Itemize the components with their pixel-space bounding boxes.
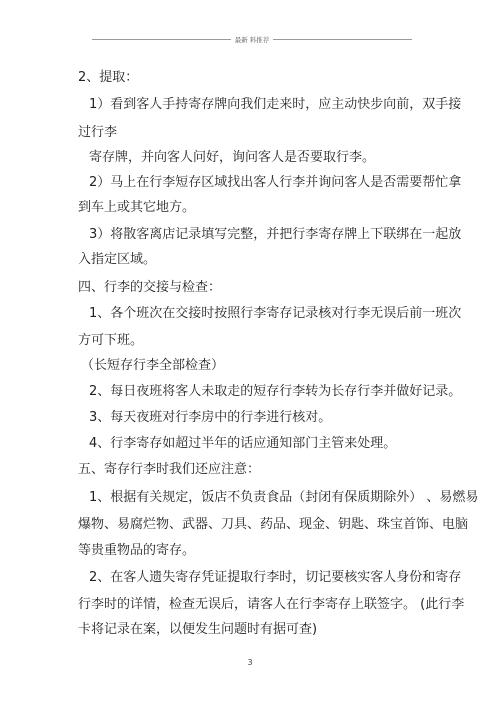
- page-header: [92, 33, 412, 45]
- paragraph-line: 卡将记录在案，以便发生问题时有据可查): [78, 622, 318, 637]
- paragraph-line: 1）看到客人手持寄存牌向我们走来时，应主动快步向前，双手接: [89, 97, 462, 112]
- paragraph-line: 过行李: [78, 125, 118, 140]
- section-heading-handover: 四、行李的交接与检查：: [78, 280, 222, 295]
- paragraph-line: 2、在客人遗失寄存凭证提取行李时，切记要核实客人身份和寄存: [89, 570, 462, 585]
- paragraph-line: （长短存行李全部检查）: [81, 358, 225, 373]
- paragraph-line: 2）马上在行李短存区域找出客人行李并询问客人是否需要帮忙拿: [89, 175, 462, 190]
- paragraph-line: 爆物、易腐烂物、武器、刀具、药品、现金、钥匙、珠宝首饰、电脑: [78, 517, 469, 532]
- paragraph-line: 2、每日夜班将客人未取走的短存行李转为长存行李并做好记录。: [89, 384, 462, 399]
- paragraph-line: 1、根据有关规定，饭店不负责食品（封闭有保质期除外） 、易燃易: [89, 490, 479, 505]
- header-rule-left: [92, 39, 231, 40]
- paragraph-line: 1、各个班次在交接时按照行李寄存记录核对行李无误后前一班次: [89, 306, 462, 321]
- paragraph-line: 3、每天夜班对行李房中的行李进行核对。: [89, 410, 332, 425]
- section-heading-notes: 五、寄存行李时我们还应注意：: [78, 462, 261, 477]
- header-text: 最新 料推荐: [234, 35, 270, 44]
- section-heading-retrieve: 2、提取：: [78, 70, 139, 85]
- paragraph-line: 到车上或其它地方。: [78, 200, 196, 215]
- paragraph-line: 寄存牌，并向客人问好，询问客人是否要取行李。: [89, 150, 376, 165]
- paragraph-line: 行李时的详情，检查无误后，请客人在行李寄存上联签字。 (此行李: [78, 597, 465, 612]
- paragraph-line: 方可下班。: [78, 333, 144, 348]
- paragraph-line: 等贵重物品的寄存。: [78, 543, 196, 558]
- paragraph-line: 4、行李寄存如超过半年的话应通知部门主管来处理。: [89, 436, 397, 451]
- paragraph-line: 3）将散客离店记录填写完整，并把行李寄存牌上下联绑在一起放: [89, 227, 462, 242]
- header-rule-right: [273, 39, 412, 40]
- paragraph-line: 入指定区域。: [78, 252, 157, 267]
- page-number: 3: [247, 658, 253, 667]
